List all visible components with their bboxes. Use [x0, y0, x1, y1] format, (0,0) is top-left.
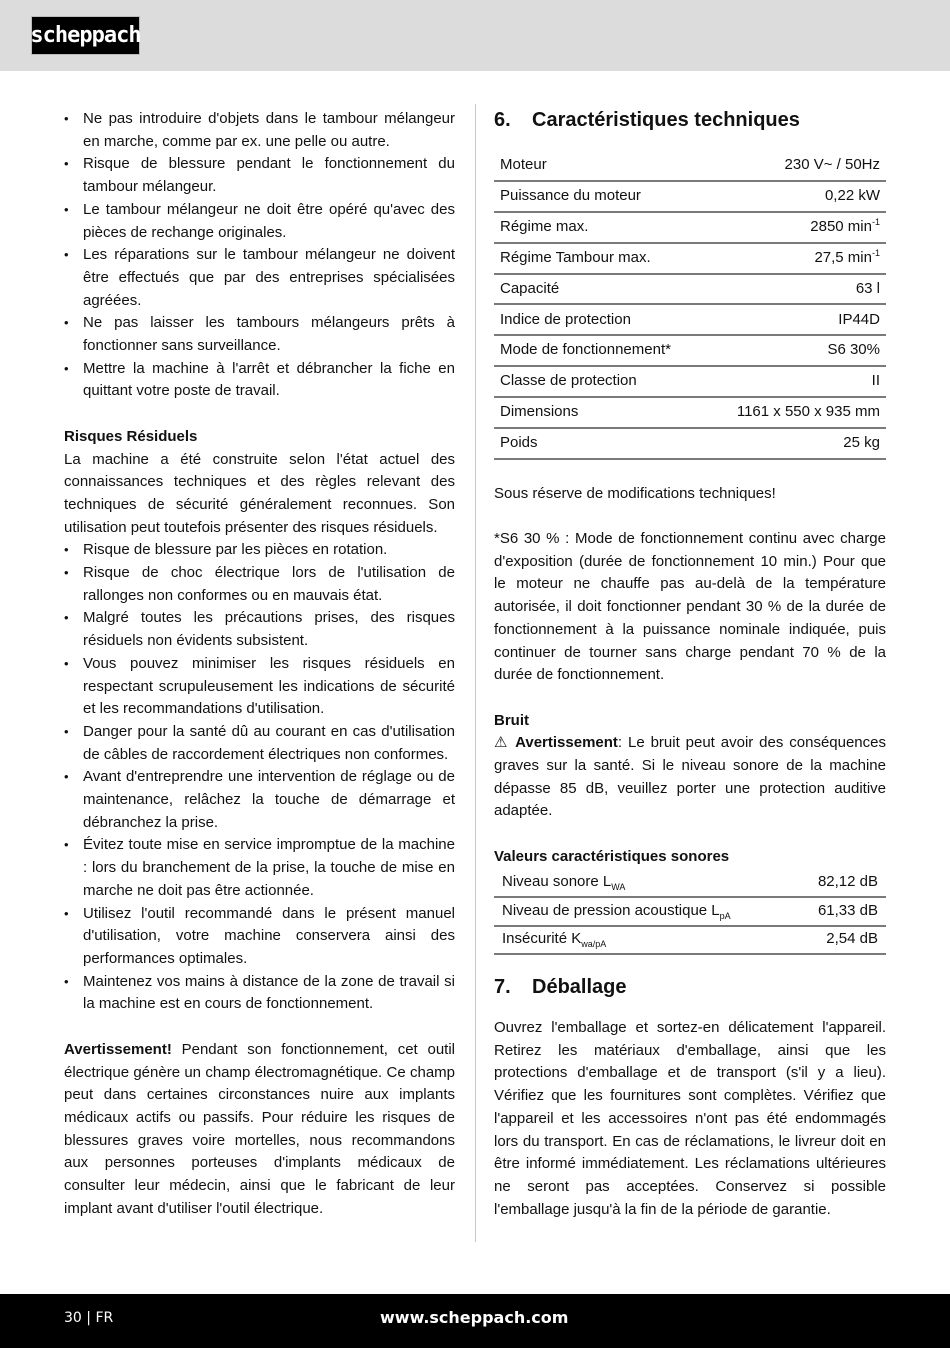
- sound-values-table: [494, 869, 886, 956]
- section-title: Déballage: [532, 976, 627, 998]
- right-column: [494, 108, 886, 1221]
- list-item: • Maintenez vos mains à distance de la zone de travail si la machine est en cours de fonctionnement.: [64, 971, 455, 1016]
- sound-value-row: [494, 926, 886, 955]
- emf-warning-label: Avertissement!: [64, 1040, 172, 1058]
- emf-warning-text: Pendant son fonctionnement, cet outil électrique génère un champ électromagnétique. Ce champ peut dans certaines circonstances nuire aux implants médicaux actifs ou passifs. Pour réduire les risques de blessures graves voire mortelles, nous recommandons aux personnes porteuses d'implants médicaux de consulter leur médecin, ainsi que le fabricant de leur implant avant d'utiliser l'outil électrique.: [64, 1040, 455, 1217]
- section-6-heading: [494, 108, 886, 132]
- residual-risks-intro: La machine a été construite selon l'état actuel des connaissances techniques et des règles relevant des techniques de sécurité généralement reconnues. Son utilisation peut toutefois présenter des risques résiduels.: [64, 450, 455, 536]
- spec-label: Indice de protection: [494, 304, 706, 335]
- noise-warning-paragraph: [494, 732, 886, 823]
- left-column: [64, 108, 455, 1220]
- spec-label: Moteur: [494, 150, 706, 181]
- list-item: • Mettre la machine à l'arrêt et débrancher la fiche en quittant votre poste de travail.: [64, 358, 455, 403]
- page-number: 30: [64, 1310, 82, 1326]
- residual-risks-heading: Risques Résiduels: [64, 427, 198, 445]
- noise-heading: Bruit: [494, 711, 529, 729]
- spec-label: Régime Tambour max.: [494, 243, 706, 274]
- spec-value: S6 30%: [706, 335, 886, 366]
- language-code: FR: [95, 1310, 114, 1326]
- spec-value: 2850 $\min^{-1}$: [706, 212, 886, 243]
- sound-value-row: [494, 897, 886, 926]
- spec-row: [494, 304, 886, 335]
- list-item: • Avant d'entreprendre une intervention de réglage ou de maintenance, relâchez la touche de démarrage et débranchez la prise.: [64, 766, 455, 834]
- sound-value: 2,54 dB: [793, 926, 886, 955]
- page-footer: [0, 1294, 950, 1348]
- spec-row: [494, 428, 886, 459]
- spec-value: II: [706, 366, 886, 397]
- s6-note: *S6 30 % : Mode de fonctionnement continu avec charge d'exposition (durée de fonctionnement 10 min.) Pour que le moteur ne chauffe pas au-delà de la température autorisée, il doit fonctionner pendant 30 % de la durée de fonctionnement à la puissance nominale indiquée, puis continuer de tourner sans charge pendant 70 % de la durée de fonctionnement.: [494, 529, 886, 684]
- section-number: 6.: [494, 109, 511, 131]
- website-link[interactable]: www.scheppach.com: [380, 1308, 569, 1327]
- spec-row: [494, 335, 886, 366]
- page-indicator: [64, 1310, 113, 1326]
- spec-label: Poids: [494, 428, 706, 459]
- section-7-heading: [494, 975, 886, 999]
- spec-row: [494, 274, 886, 305]
- list-item: • Les réparations sur le tambour mélangeur ne doivent être effectués que par des entreprises spécialisées agréées.: [64, 244, 455, 312]
- list-item: • Risque de blessure pendant le fonctionnement du tambour mélangeur.: [64, 153, 455, 198]
- spec-row: [494, 243, 886, 274]
- emf-warning-paragraph: [64, 1039, 455, 1221]
- spec-label: Régime max.: [494, 212, 706, 243]
- spec-label: Classe de protection: [494, 366, 706, 397]
- sound-values-heading: Valeurs caractéristiques sonores: [494, 847, 730, 865]
- spec-row: [494, 212, 886, 243]
- noise-warning-label: Avertissement: [515, 734, 618, 752]
- safety-bullets: [64, 108, 455, 403]
- spec-value: 27,5 $\min^{-1}$: [706, 243, 886, 274]
- column-divider: [475, 104, 476, 1242]
- reserve-note: Sous réserve de modifications techniques!: [494, 484, 776, 502]
- list-item: • Ne pas introduire d'objets dans le tambour mélangeur en marche, comme par ex. une pelle ou autre.: [64, 108, 455, 153]
- spec-row: [494, 150, 886, 181]
- spec-label: Puissance du moteur: [494, 181, 706, 212]
- sound-label: Insécurité $K_{wa/pA}$: [494, 926, 793, 955]
- spec-label: Capacité: [494, 274, 706, 305]
- residual-risks-bullets: [64, 539, 455, 1016]
- list-item: • Évitez toute mise en service impromptue de la machine : lors du branchement de la prise, la touche de mise en marche ne doit pas être actionnée.: [64, 834, 455, 902]
- spec-row: [494, 397, 886, 428]
- noise-warning-text: : Le bruit peut avoir des conséquences graves sur la santé. Si le niveau sonore de la machine dépasse 85 dB, veuillez porter une protection auditive adaptée.: [494, 734, 886, 820]
- list-item: • Vous pouvez minimiser les risques résiduels en respectant scrupuleusement les indications de sécurité et les recommandations d'utilisation.: [64, 653, 455, 721]
- list-item: • Danger pour la santé dû au courant en cas d'utilisation de câbles de raccordement électriques non conformes.: [64, 721, 455, 766]
- list-item: • Malgré toutes les précautions prises, des risques résiduels non évidents subsistent.: [64, 607, 455, 652]
- page-header: [0, 0, 950, 71]
- spec-row: [494, 366, 886, 397]
- spec-value: 25 kg: [706, 428, 886, 459]
- list-item: • Ne pas laisser les tambours mélangeurs prêts à fonctionner sans surveillance.: [64, 312, 455, 357]
- spec-label: Dimensions: [494, 397, 706, 428]
- scheppach-logo: scheppach: [31, 16, 140, 55]
- list-item: • Risque de blessure par les pièces en rotation.: [64, 539, 455, 562]
- spec-value: 1161 x 550 x 935 mm: [706, 397, 886, 428]
- spec-value: 63 l: [706, 274, 886, 305]
- warning-triangle-icon: ⚠: [494, 734, 516, 752]
- list-item: • Le tambour mélangeur ne doit être opéré qu'avec des pièces de rechange originales.: [64, 199, 455, 244]
- spec-label: Mode de fonctionnement*: [494, 335, 706, 366]
- unpacking-text: Ouvrez l'emballage et sortez-en délicatement l'appareil. Retirez les matériaux d'emballage, ainsi que les protections d'emballage et de transport (s'il y a lieu). Vérifiez que les fournitures sont complètes. Vérifiez que l'appareil et les accessoires n'ont pas été endommagés lors du transport. En cas de réclamations, le livreur doit en être informé immédiatement. Les réclamations ultérieures ne seront pas acceptées. Conservez si possible l'emballage jusqu'à la fin de la période de garantie.: [494, 1019, 886, 1218]
- sound-label: Niveau de pression acoustique $L_{pA}$: [494, 897, 793, 926]
- section-title: Caractéristiques techniques: [532, 109, 800, 131]
- sound-value-row: [494, 869, 886, 898]
- spec-value: 0,22 kW: [706, 181, 886, 212]
- spec-value: IP44D: [706, 304, 886, 335]
- technical-specs-table: [494, 150, 886, 460]
- footer-separator: |: [86, 1310, 91, 1326]
- spec-row: [494, 181, 886, 212]
- list-item: • Utilisez l'outil recommandé dans le présent manuel d'utilisation, votre machine conservera ainsi des performances optimales.: [64, 903, 455, 971]
- list-item: • Risque de choc électrique lors de l'utilisation de rallonges non conformes ou en mauvais état.: [64, 562, 455, 607]
- spec-value: 230 V~ / 50Hz: [706, 150, 886, 181]
- sound-value: 61,33 dB: [793, 897, 886, 926]
- sound-label: Niveau sonore $L_{WA}$: [494, 869, 793, 898]
- section-number: 7.: [494, 976, 511, 998]
- sound-value: 82,12 dB: [793, 869, 886, 898]
